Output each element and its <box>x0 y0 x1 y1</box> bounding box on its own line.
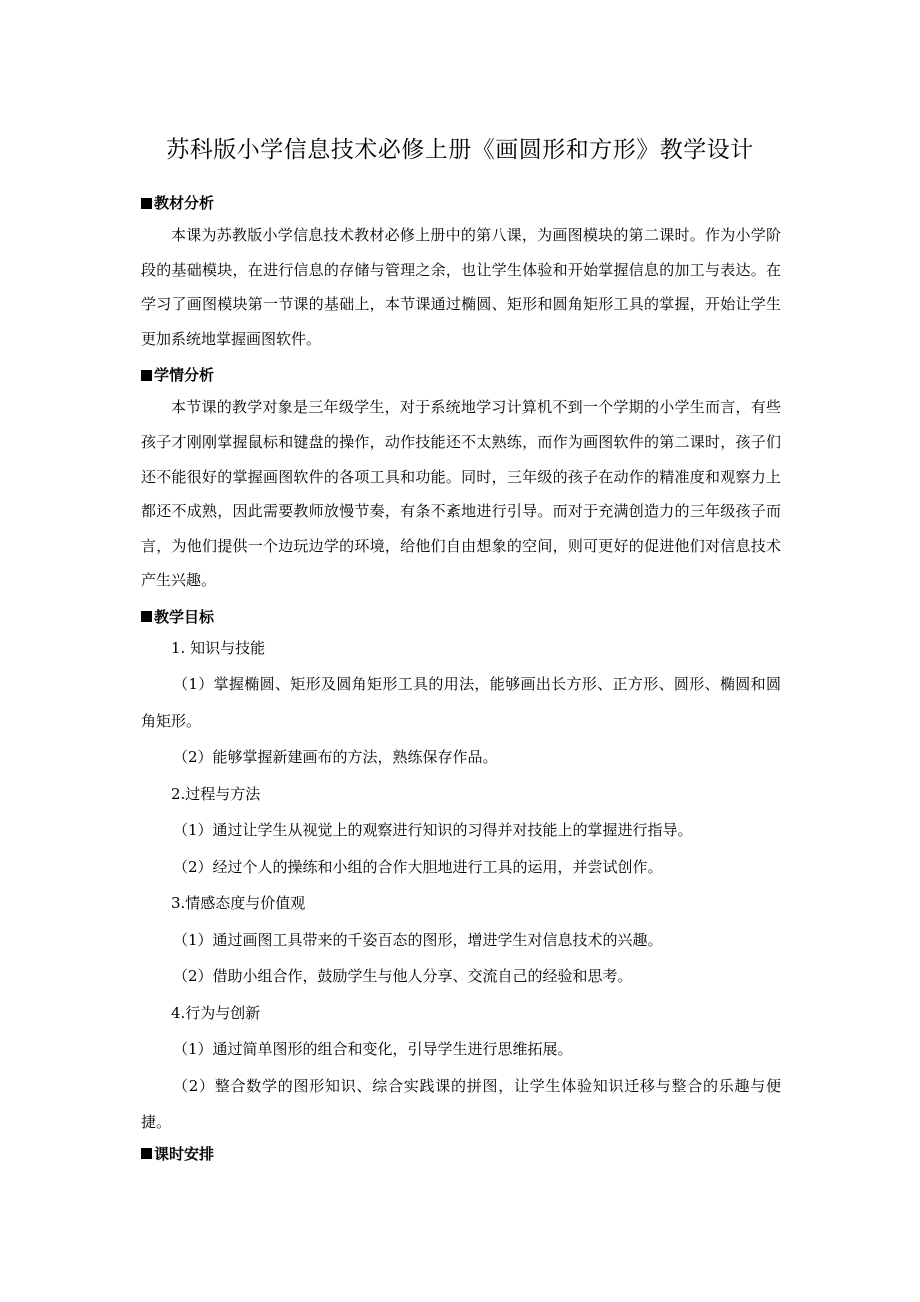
goal-item: （1）通过让学生从视觉上的观察进行知识的习得并对技能上的掌握进行指导。 <box>173 821 693 840</box>
goal-item: （2）借助小组合作，鼓励学生与他人分享、交流自己的经验和思考。 <box>173 967 633 986</box>
paragraph-students: 本节课的教学对象是三年级学生，对于系统地学习计算机不到一个学期的小学生而言，有些孩子才刚刚掌握鼠标和键盘的操作，动作技能还不太熟练，而作为画图软件的第二课时，孩子们还不能很好的掌握画图软件的各项工具和功能。同时，三年级的孩子在动作的精准度和观察力上都还不成熟，因此需要教师放慢节奏，有条不紊地进行引导。而对于充满创造力的三年级孩子而言，为他们提供一个边玩边学的环境，给他们自由想象的空间，则可更好的促进他们对信息技术产生兴趣。 <box>141 398 781 590</box>
section-heading-students <box>141 362 781 388</box>
bullet-square-icon <box>141 198 152 209</box>
goal-item: （1）通过简单图形的组合和变化，引导学生进行思维拓展。 <box>173 1040 573 1059</box>
section-heading-label: 学情分析 <box>154 366 215 385</box>
section-heading-label: 课时安排 <box>154 1144 215 1163</box>
goal-group-label: 3.情感态度与价值观 <box>171 894 306 913</box>
section-heading-goals <box>141 604 781 630</box>
section-heading-schedule <box>141 1141 781 1167</box>
bullet-square-icon <box>141 1148 152 1159</box>
document-body <box>141 190 781 1167</box>
goal-item: （2）整合数学的图形知识、综合实践课的拼图，让学生体验知识迁移与整合的乐趣与便捷。 <box>141 1076 781 1132</box>
section-heading-label: 教学目标 <box>154 607 215 626</box>
goal-item: （2）能够掌握新建画布的方法，熟练保存作品。 <box>173 748 498 767</box>
paragraph-textbook: 本课为苏教版小学信息技术教材必修上册中的第八课，为画图模块的第二课时。作为小学阶段的基础模块，在进行信息的存储与管理之余，也让学生体验和开始掌握信息的加工与表达。在学习了画图模块第一节课的基础上，本节课通过椭圆、矩形和圆角矩形工具的掌握，开始让学生更加系统地掌握画图软件。 <box>141 226 781 348</box>
goal-group-label: 2.过程与方法 <box>171 784 261 803</box>
section-heading-textbook <box>141 190 781 216</box>
section-heading-label: 教材分析 <box>154 194 215 212</box>
goal-item: （1）通过画图工具带来的千姿百态的图形，增进学生对信息技术的兴趣。 <box>173 930 663 949</box>
goal-group-label: 1. 知识与技能 <box>171 638 266 657</box>
bullet-square-icon <box>141 370 152 381</box>
bullet-square-icon <box>141 611 152 622</box>
goal-item: （2）经过个人的操练和小组的合作大胆地进行工具的运用，并尝试创作。 <box>173 857 663 876</box>
goal-item: （1）掌握椭圆、矩形及圆角矩形工具的用法，能够画出长方形、正方形、圆形、椭圆和圆角矩形。 <box>141 675 781 730</box>
goal-group-label: 4.行为与创新 <box>171 1003 261 1022</box>
page-title: 苏科版小学信息技术必修上册《画圆形和方形》教学设计 <box>166 137 754 164</box>
